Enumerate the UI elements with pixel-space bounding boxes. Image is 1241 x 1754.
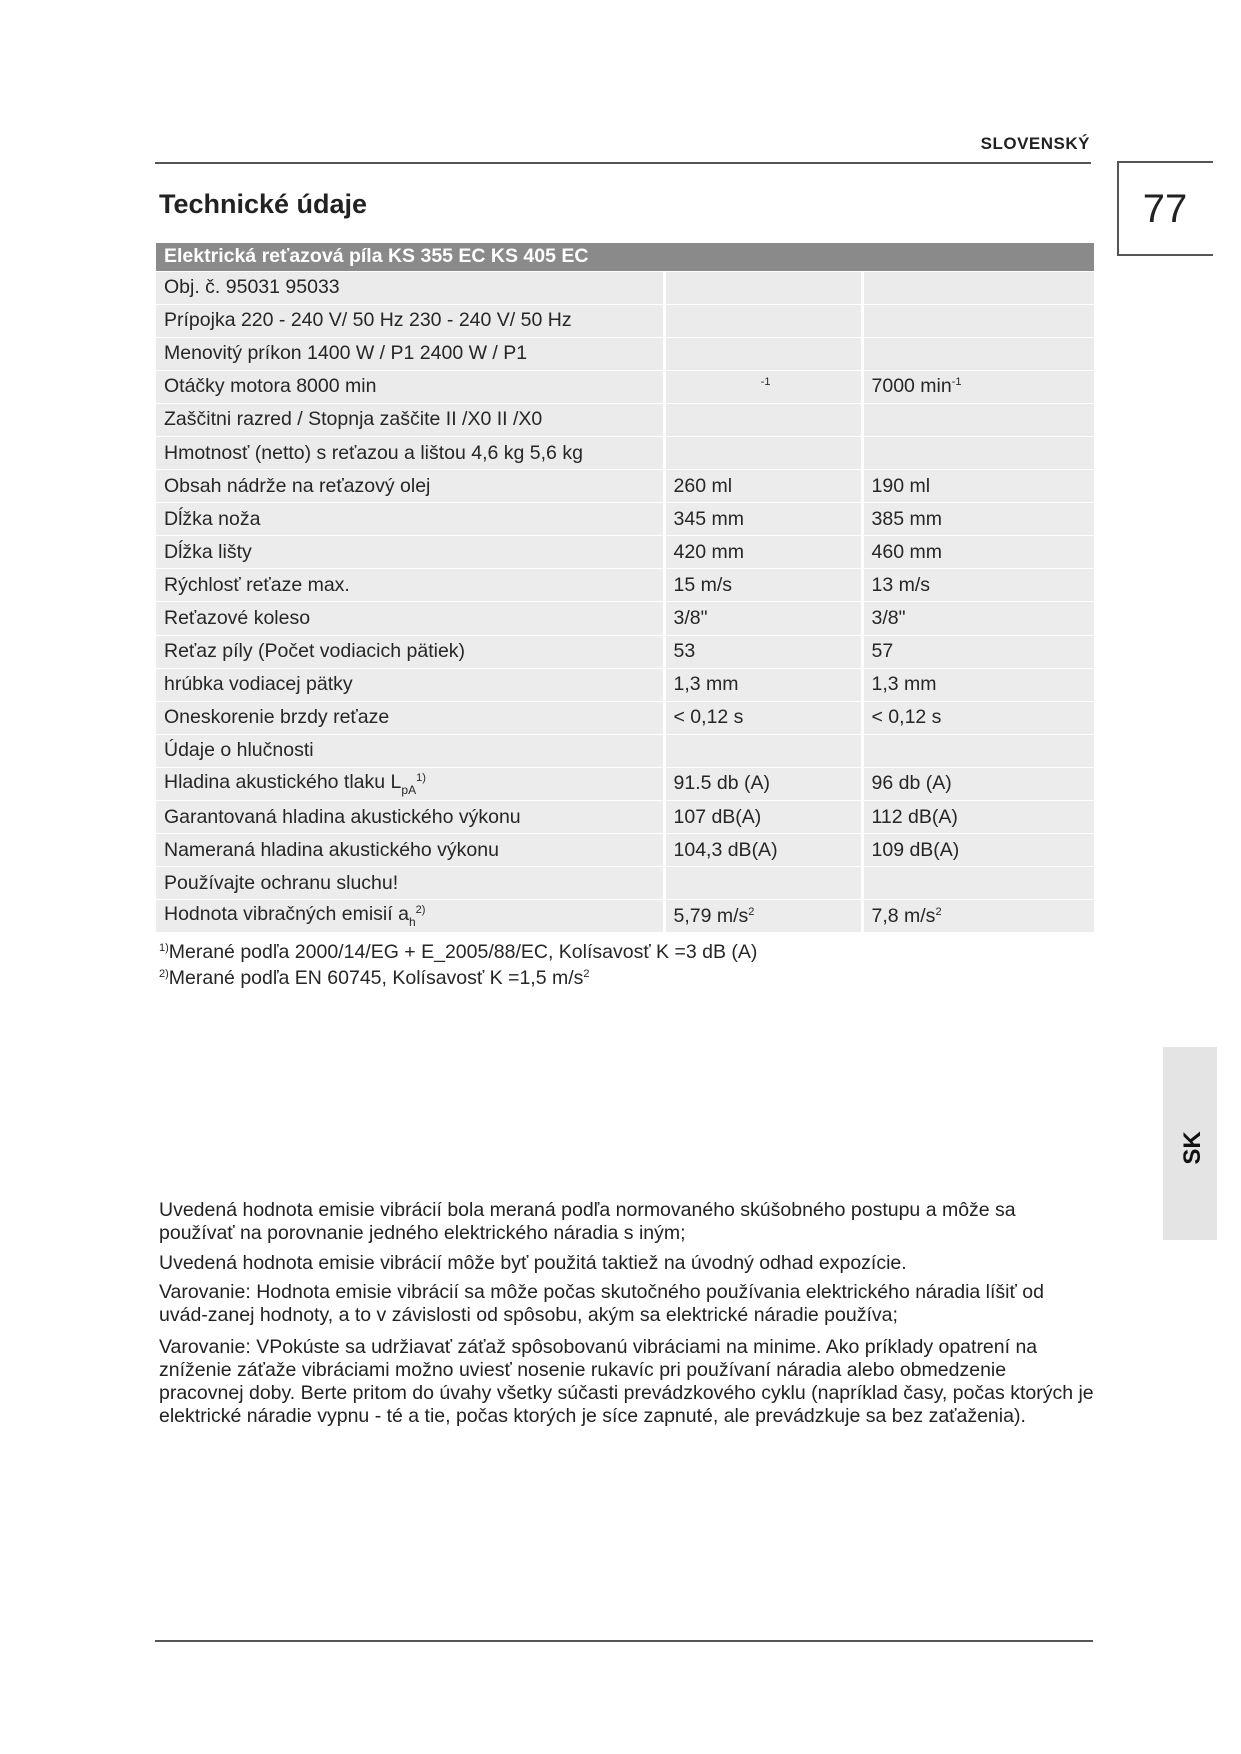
row-value — [862, 867, 1094, 900]
row-value — [862, 436, 1094, 469]
row-value: 13 m/s — [862, 569, 1094, 602]
language-header: SLOVENSKÝ — [980, 134, 1090, 153]
warning-paragraph: Varovanie: VPokúste sa udržiavať záťaž spôsobovanú vibráciami na minime. Ako príklady opatrení na zníženie záťaže vibráciami možno uviesť nosenie rukavíc pri používaní náradia alebo obmedzenie pracovnej doby. Berte pritom do úvahy všetky súčasti prevádzkového cyklu (napríklad časy, počas ktorých je elektrické náradie vypnu - té a tie, počas ktorých je síce zapnuté, ale prevádzkuje sa bez zaťaženia). — [159, 1336, 1094, 1427]
row-value: 460 mm — [862, 536, 1094, 569]
row-label: Garantovaná hladina akustického výkonu — [156, 801, 664, 834]
row-label: Hmotnosť (netto) s reťazou a lištou 4,6 kg 5,6 kg — [156, 436, 664, 469]
row-value: 112 dB(A) — [862, 801, 1094, 834]
row-value: 1,3 mm — [664, 668, 862, 701]
row-value: 107 dB(A) — [664, 801, 862, 834]
value-text: 7000 min — [871, 375, 952, 398]
value-text: 5,79 m/s — [673, 904, 749, 927]
row-value — [862, 900, 1094, 933]
page-number: 77 — [1142, 187, 1188, 231]
table-row — [156, 734, 1094, 767]
row-value: 91.5 db (A) — [664, 767, 862, 800]
superscript: 2 — [748, 905, 755, 918]
subscript: h — [408, 915, 416, 930]
table-row — [156, 867, 1094, 900]
row-value — [862, 271, 1094, 304]
row-label: hrúbka vodiacej pätky — [156, 668, 664, 701]
row-value: 3/8" — [862, 602, 1094, 635]
table-row — [156, 900, 1094, 933]
footnote-mark: 1) — [159, 942, 169, 954]
table-row — [156, 271, 1094, 304]
subscript: pA — [401, 782, 417, 797]
superscript: 2 — [935, 905, 942, 918]
row-value — [862, 304, 1094, 337]
row-value: 420 mm — [664, 536, 862, 569]
row-label: Zaščitni razred / Stopnja zaščite II /X0 II /X0 — [156, 403, 664, 436]
row-label — [156, 900, 664, 933]
table-header-cell: Elektrická reťazová píla KS 355 EC KS 405 EC — [156, 243, 1094, 271]
row-value: 104,3 dB(A) — [664, 834, 862, 867]
footer-divider — [155, 1640, 1093, 1642]
row-value — [664, 900, 862, 933]
row-label: Menovitý príkon 1400 W / P1 2400 W / P1 — [156, 337, 664, 370]
footnote-mark: 2) — [159, 968, 169, 980]
table-row — [156, 635, 1094, 668]
table-row — [156, 767, 1094, 800]
row-value: 260 ml — [664, 470, 862, 503]
row-value — [664, 337, 862, 370]
row-label: Obsah nádrže na reťazový olej — [156, 470, 664, 503]
row-label: Rýchlosť reťaze max. — [156, 569, 664, 602]
row-value: < 0,12 s — [862, 701, 1094, 734]
row-label: Obj. č. 95031 95033 — [156, 271, 664, 304]
row-label: Nameraná hladina akustického výkonu — [156, 834, 664, 867]
row-value: 96 db (A) — [862, 767, 1094, 800]
row-label: Reťazové koleso — [156, 602, 664, 635]
table-row — [156, 337, 1094, 370]
row-label: Dĺžka noža — [156, 503, 664, 536]
table-row — [156, 403, 1094, 436]
label-text: Hodnota vibračných emisií a — [164, 903, 409, 926]
superscript: -1 — [760, 376, 771, 389]
vibration-note-paragraph: Uvedená hodnota emisie vibrácií bola meraná podľa normovaného skúšobného postupu a môže sa používať na porovnanie jedného elektrického náradia s iným; — [159, 1199, 1016, 1244]
table-row — [156, 536, 1094, 569]
row-value — [664, 867, 862, 900]
row-value — [664, 304, 862, 337]
row-value — [664, 370, 862, 403]
row-label: Dĺžka lišty — [156, 536, 664, 569]
superscript: 2) — [415, 904, 426, 917]
superscript: -1 — [951, 376, 962, 389]
row-value: 53 — [664, 635, 862, 668]
row-label — [156, 767, 664, 800]
row-value: 15 m/s — [664, 569, 862, 602]
superscript: 1) — [416, 771, 426, 784]
row-label: Údaje o hlučnosti — [156, 734, 664, 767]
row-value: 385 mm — [862, 503, 1094, 536]
row-value: 57 — [862, 635, 1094, 668]
label-text: Hladina akustického tlaku L — [164, 770, 402, 793]
footnote-text: Merané podľa 2000/14/EG + E_2005/88/EC, Kolísavosť K =3 dB (A) — [168, 941, 758, 963]
table-row — [156, 801, 1094, 834]
table-row — [156, 304, 1094, 337]
footnote-1 — [159, 941, 757, 964]
row-value: 1,3 mm — [862, 668, 1094, 701]
row-value: 190 ml — [862, 470, 1094, 503]
row-value — [862, 370, 1094, 403]
row-label: Používajte ochranu sluchu! — [156, 867, 664, 900]
table-row — [156, 503, 1094, 536]
row-label: Oneskorenie brzdy reťaze — [156, 701, 664, 734]
row-value: 3/8" — [664, 602, 862, 635]
row-label: Reťaz píly (Počet vodiacich pätiek) — [156, 635, 664, 668]
row-value — [862, 337, 1094, 370]
technical-data-table — [156, 243, 1094, 933]
table-row — [156, 701, 1094, 734]
superscript: 2 — [583, 968, 590, 980]
page-title: Technické údaje — [159, 189, 368, 219]
table-row — [156, 834, 1094, 867]
table-row — [156, 569, 1094, 602]
row-label: Prípojka 220 - 240 V/ 50 Hz 230 - 240 V/ 50 Hz — [156, 304, 664, 337]
row-value: 345 mm — [664, 503, 862, 536]
row-value — [664, 436, 862, 469]
row-value: < 0,12 s — [664, 701, 862, 734]
row-value: 109 dB(A) — [862, 834, 1094, 867]
warning-paragraph: Varovanie: Hodnota emisie vibrácií sa môže počas skutočného používania elektrického náradia líšiť od uvád-zanej hodnoty, a to v závislosti od spôsobu, akým sa elektrické náradie používa; — [159, 1281, 1044, 1326]
row-value — [862, 403, 1094, 436]
row-value — [664, 271, 862, 304]
row-value — [862, 734, 1094, 767]
table-row — [156, 370, 1094, 403]
row-label: Otáčky motora 8000 min — [156, 370, 664, 403]
table-row — [156, 668, 1094, 701]
language-side-tab-label: SK — [1179, 1131, 1206, 1165]
table-row — [156, 602, 1094, 635]
table-row — [156, 436, 1094, 469]
footnote-text: Merané podľa EN 60745, Kolísavosť K =1,5 m/s — [168, 967, 584, 989]
row-value — [664, 734, 862, 767]
row-value — [664, 403, 862, 436]
footnote-2 — [159, 967, 590, 990]
table-header-row — [156, 243, 1094, 271]
value-text: 7,8 m/s — [871, 904, 936, 927]
header-divider — [155, 162, 1091, 164]
table-row — [156, 470, 1094, 503]
vibration-note-paragraph: Uvedená hodnota emisie vibrácií môže byť použitá taktiež na úvodný odhad expozície. — [159, 1252, 907, 1274]
